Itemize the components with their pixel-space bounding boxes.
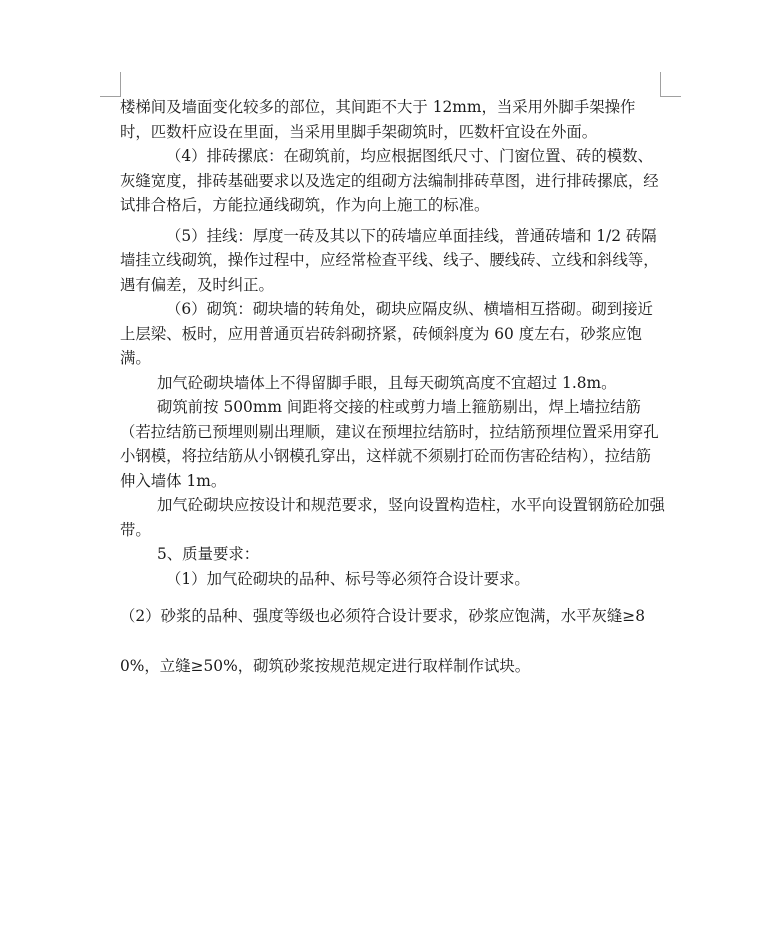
paragraph-2: （4）排砖摞底：在砌筑前，均应根据图纸尺寸、门窗位置、砖的模数、灰缝宽度，排砖基础要求以及选定的组砌方法编制排砖草图，进行排砖摞底，经试排合格后，方能拉通线砌筑，作为向上施工的标准。 (120, 147, 659, 214)
paragraph-1: 楼梯间及墙面变化较多的部位，其间距不大于 12mm，当采用外脚手架操作时，匹数杆应设在里面，当采用里脚手架砌筑时，匹数杆宜设在外面。 (120, 98, 636, 141)
paragraph-7: 加气砼砌块应按设计和规范要求，竖向设置构造柱，水平向设置钢筋砼加强带。 (120, 496, 665, 539)
paragraph-10: （2）砂浆的品种、强度等级也必须符合设计要求，砂浆应饱满，水平灰缝≥80%，立缝≥50%，砌筑砂浆按规范规定进行取样制作试块。 (120, 607, 645, 675)
section-heading-quality: 5、质量要求： (157, 545, 260, 563)
paragraph-9: （1）加气砼砌块的品种、标号等必须符合设计要求。 (166, 569, 530, 588)
paragraph-6: 砌筑前按 500mm 间距将交接的柱或剪力墙上箍筋剔出，焊上墙拉结筋（若拉结筋已预埋则剔出理顺，建议在预埋拉结筋时，拉结筋预埋位置采用穿孔小钢模，将拉结筋从小钢模孔穿出，这样就不须剔打砼而伤害砼结构），拉结筋伸入墙体 1m。 (120, 398, 659, 490)
crop-mark-top-left (100, 72, 121, 97)
crop-mark-top-right (660, 72, 681, 97)
paragraph-3: （5）挂线：厚度一砖及其以下的砖墙应单面挂线，普通砖墙和 1/2 砖隔墙挂立线砌筑，操作过程中，应经常检查平线、线子、腰线砖、立线和斜线等，遇有偏差，及时纠正。 (120, 226, 659, 294)
paragraph-5: 加气砼砌块墙体上不得留脚手眼，且每天砌筑高度不宜超过 1.8m。 (157, 373, 617, 392)
paragraph-4: （6）砌筑：砌块墙的转角处，砌块应隔皮纵、横墙相互搭砌。砌到接近上层梁、板时，应用普通页岩砖斜砌挤紧，砖倾斜度为 60 度左右，砂浆应饱满。 (120, 300, 653, 367)
document-body[interactable] (120, 95, 665, 691)
